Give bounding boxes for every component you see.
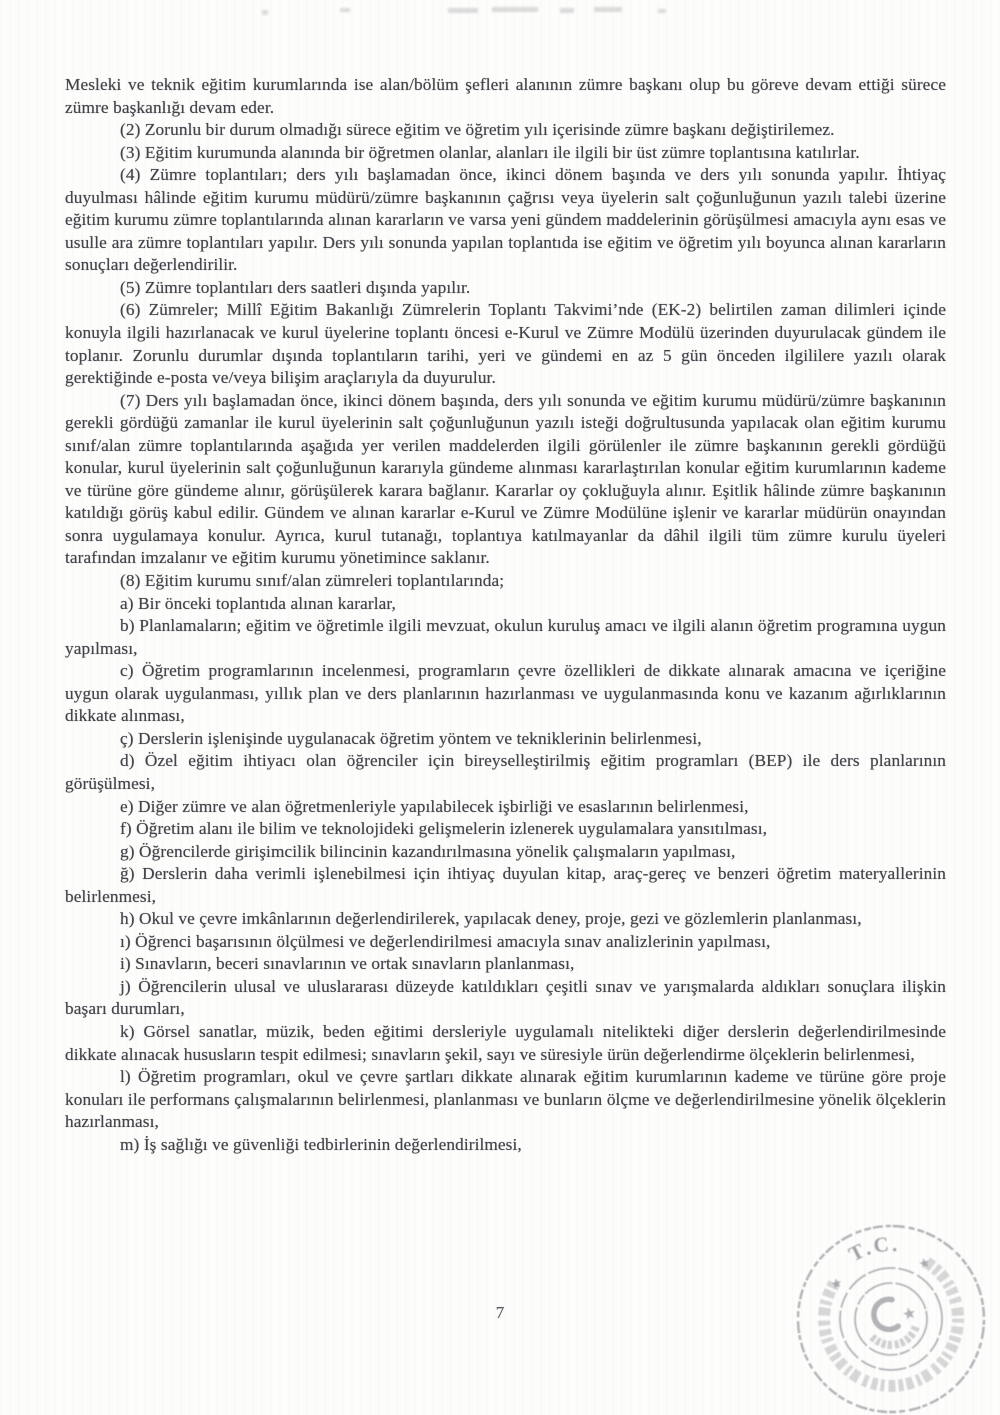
scan-artifact <box>492 7 538 12</box>
paragraph: i) Sınavların, beceri sınavlarının ve ortak sınavların planlanması, <box>120 954 575 974</box>
paragraph: m) İş sağlığı ve güvenliği tedbirlerinin değerlendirilmesi, <box>120 1134 522 1154</box>
star-icon <box>902 1306 916 1320</box>
paragraph: ı) Öğrenci başarısının ölçülmesi ve değerlendirilmesi amacıyla sınav analizlerinin yapılması, <box>120 931 771 951</box>
scan-artifact <box>262 10 268 15</box>
paragraph: b) Planlamaların; eğitim ve öğretimle ilgili mevzuat, okulun kuruluş amacı ve ilgili alanın öğretim programına uygun yapılması, <box>65 616 946 658</box>
paragraph: (8) Eğitim kurumu sınıf/alan zümreleri toplantılarında; <box>120 571 505 591</box>
paragraph: (5) Zümre toplantıları ders saatleri dışında yapılır. <box>120 277 471 297</box>
scan-artifact <box>340 8 350 12</box>
paragraph: ç) Derslerin işlenişinde uygulanacak öğretim yöntem ve tekniklerinin belirlenmesi, <box>120 728 702 748</box>
scan-artifact <box>658 9 666 13</box>
scan-artifact <box>594 7 622 12</box>
paragraph: k) Görsel sanatlar, müzik, beden eğitimi dersleriyle uygulamalı nitelikteki diğer derslerin değerlendirilmesinde dikkate alınacak hususların tespit edilmesi; sınavların şekil, sayı ve süresiyle ürün değerlendirme ölçeklerin belirlenmesi, <box>65 1021 946 1064</box>
paragraph: (3) Eğitim kurumunda alanında bir öğretmen olanlar, alanları ile ilgili bir üst zümre toplantısına katılırlar. <box>120 142 860 162</box>
stamp-graphic <box>786 1219 996 1415</box>
paragraph: (7) Ders yılı başlamadan önce, ikinci dönem başında, ders yılı sonunda ve eğitim kurumu müdürü/zümre başkanının gerekli gördüğü zamanlar ile kurul üyelerinin salt çoğunluğunun yazılı isteği doğrultusunda yapılacak olan eğitim kurumu sınıf/alan zümre toplantılarında aşağıda yer verilen maddelerden ilgili görülenler ile zümre başkanının gerekli gördüğü konular, kurul üyelerinin salt çoğunluğunun kararıyla gündeme alınması kararlaştırılan konular eğitim kurumlarının kademe ve türüne göre gündeme alınır, görüşülerek karara bağlanır. Kararlar oy çokluğuyla alınır. Eşitlik hâlinde zümre başkanının katıldığı görüş kabul edilir. Gündem ve alınan kararlar e-Kurul ve Zümre Modülüne işlenir ve kararlar müdürün onayından sonra uygulamaya konulur. Ayrıca, kurul tutanağı, toplantıya katılmayanlar da dâhil ilgili tüm zümre kurulu üyeleri tarafından imzalanır ve eğitim kurumu yönetimince saklanır. <box>65 390 946 568</box>
stamp-tc-text: T.C. <box>844 1231 902 1267</box>
scan-artifact <box>448 8 478 13</box>
paragraph: c) Öğretim programlarının incelenmesi, programların çevre özellikleri de dikkate alınarak amacına ve içeriğine uygun olarak uygulanması, yıllık plan ve ders planlarının hazırlanması ve uygulanmasında konu ve kazanım ağırlıklarının dikkate alınması, <box>65 661 946 726</box>
paragraph: ğ) Derslerin daha verimli işlenebilmesi için ihtiyaç duyulan kitap, araç-gereç ve benzeri öğretim materyallerinin belirlenmesi, <box>65 864 946 906</box>
paragraph: Mesleki ve teknik eğitim kurumlarında ise alan/bölüm şefleri alanının zümre başkanı olup bu göreve devam ettiği sürece zümre başkanlığı devam eder. <box>65 75 946 117</box>
paragraph: d) Özel eğitim ihtiyacı olan öğrenciler için bireyselleştirilmiş eğitim programları (BEP) ile ders planlarının görüşülmesi, <box>65 751 946 793</box>
page-number: 7 <box>495 1303 505 1322</box>
paragraph: l) Öğretim programları, okul ve çevre şartları dikkate alınarak eğitim kurumlarının kademe ve türüne göre proje konuları ile performans çalışmalarının belirlenmesi, planlanması ve bunların ölçme ve değerlendirilmesine yönelik ölçeklerin hazırlanması, <box>65 1067 946 1132</box>
paragraph: (6) Zümreler; Millî Eğitim Bakanlığı Zümrelerin Toplantı Takvimi’nde (EK-2) belirtilen zaman dilimleri içinde konuyla ilgili hazırlanacak ve kurul üyelerine toplantı öncesi e-Kurul ve Zümre Modülü üzerinden duyurulacak gündem ile toplanır. Zorunlu durumlar dışında toplantıların tarihi, yeri ve gündemi en az 5 gün önceden ilgililere yazılı olarak gerektiğinde e-posta ve/veya bilişim araçlarıyla da duyurulur. <box>65 300 946 388</box>
paragraph: h) Okul ve çevre imkânlarının değerlendirilerek, yapılacak deney, proje, gezi ve gözlemlerin planlanması, <box>120 909 862 929</box>
paragraph: (2) Zorunlu bir durum olmadığı sürece eğitim ve öğretim yılı içerisinde zümre başkanı değiştirilemez. <box>120 120 835 140</box>
crescent-icon <box>871 1298 899 1332</box>
paragraph: j) Öğrencilerin ulusal ve uluslararası düzeyde katıldıkları çeşitli sınav ve yarışmalarda aldıkları sonuçlara ilişkin başarı durumları, <box>65 976 946 1019</box>
document-text <box>65 74 946 1156</box>
stamp-middle-ring <box>830 1258 952 1380</box>
paragraph: a) Bir önceki toplantıda alınan kararlar, <box>120 593 396 613</box>
paragraph: g) Öğrencilerde girişimcilik bilincinin kazandırılmasına yönelik çalışmaların yapılması, <box>120 841 736 861</box>
scan-artifact <box>560 8 574 13</box>
paragraph: e) Diğer zümre ve alan öğretmenleriyle yapılabilecek işbirliği ve esaslarının belirlenmesi, <box>120 796 749 816</box>
official-seal-stamp <box>786 1219 996 1415</box>
paragraph: f) Öğretim alanı ile bilim ve teknolojideki gelişmelerin izlenerek uygulamalara yansıtılması, <box>120 819 768 839</box>
paragraph: (4) Zümre toplantıları; ders yılı başlamadan önce, ikinci dönem başında ve ders yılı sonunda yapılır. İhtiyaç duyulması hâlinde eğitim kurumu müdürü/zümre başkanının çağrısı veya üyelerin salt çoğunluğunun yazılı talebi üzerine eğitim kurumu zümre toplantılarında alınan kararların ve varsa yeni gündem maddelerinin görüşülmesi amacıyla aynı esas ve usulle ara zümre toplantıları yapılır. Ders yılı sonunda yapılan toplantıda ise eğitim ve öğretim yılı boyunca alınan kararların sonuçları değerlendirilir. <box>65 165 946 275</box>
stamp-inner-ring <box>848 1276 934 1362</box>
